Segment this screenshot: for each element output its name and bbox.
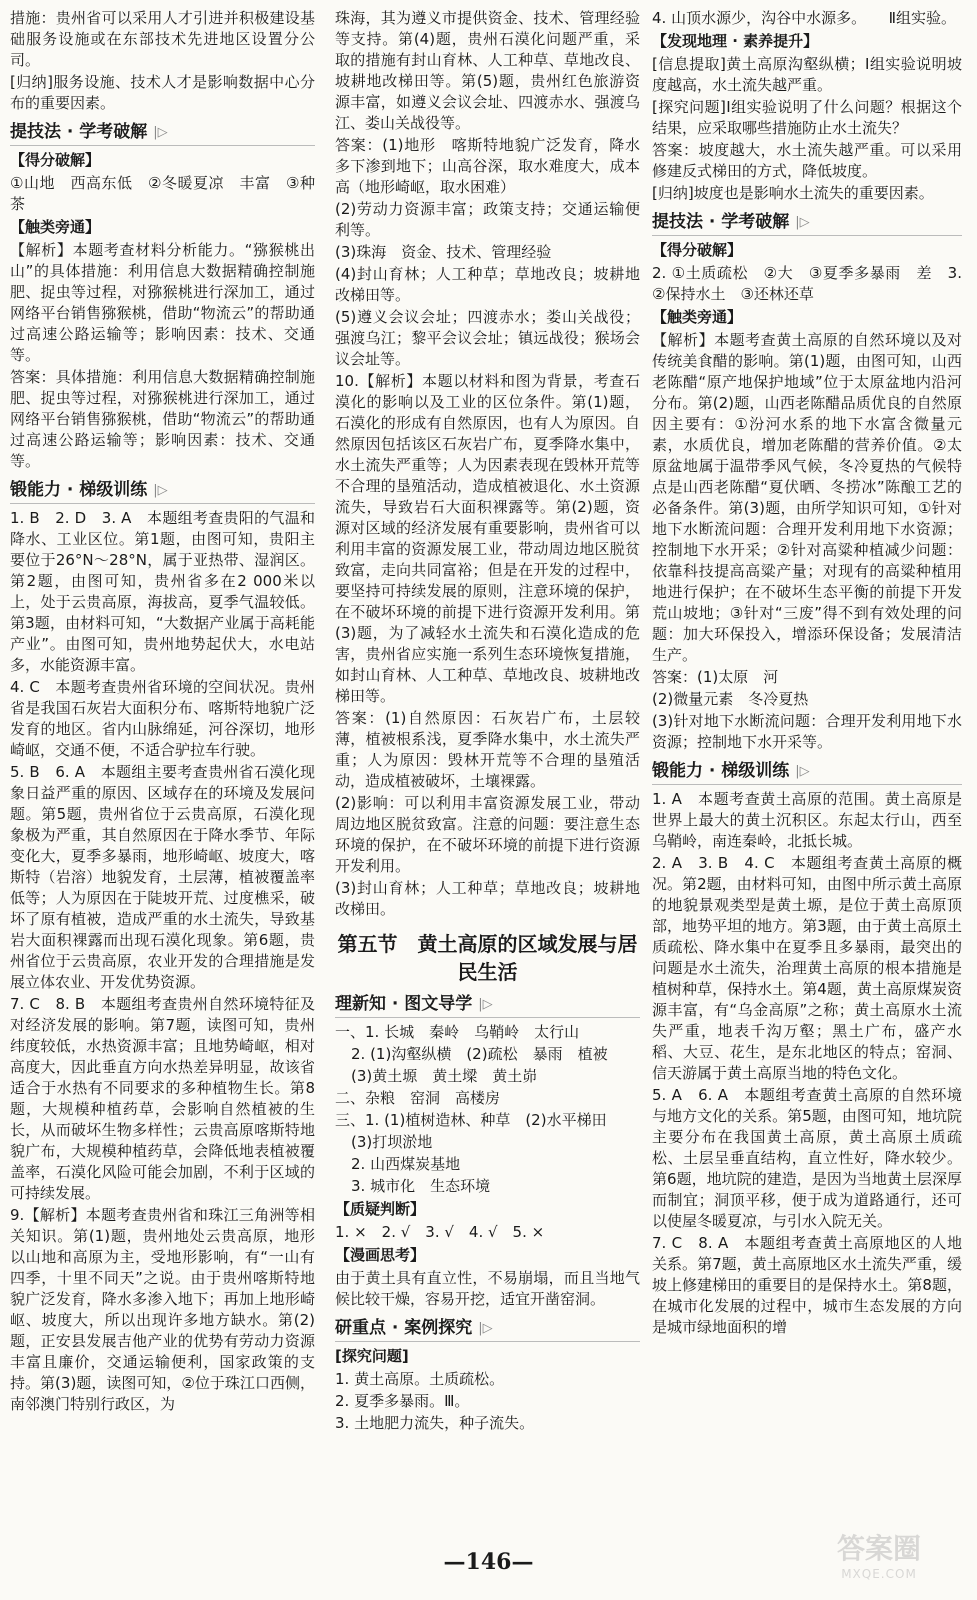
paragraph: 9.【解析】本题考查贵州省和珠江三角洲等相关知识。第(1)题，贵州地处云贵高原，地形以山地和高原为主，受地形影响，有“一山有四季，十里不同天”之说。由于贵州喀斯特地貌广泛发育，降水多渗入地下；再加上地形崎岖、坡度大，所以出现许多地方缺水。第(2)题，正安县发展吉他产业的优势有劳动力资源丰富且廉价，交通运输便利，国家政策的支持。第(3)题，读图可知，②位于珠江口西侧，南邻澳门特别行政区，为 [10, 1206, 315, 1413]
paragraph: (5)遵义会议会址；四渡赤水；娄山关战役；强渡乌江；黎平会议会址；镇远战役；猴场会议会址等。 [335, 308, 640, 368]
arrow-icon: |▷ [478, 997, 493, 1012]
paragraph: [归纳]服务设施、技术人才是影响数据中心分布的重要因素。 [10, 73, 315, 112]
paragraph: [归纳]坡度也是影响水土流失的重要因素。 [652, 184, 934, 202]
paragraph: (4)封山育林；人工种草；草地改良；坡耕地改梯田等。 [335, 265, 640, 304]
page-number: —146— [443, 1549, 534, 1575]
subsection-tag: 【发现地理 · 素养提升】 [652, 32, 819, 50]
paragraph: 2. ①土质疏松 ②大 ③夏季多暴雨 差 3. ②保持水土 ③还林还草 [652, 264, 962, 303]
subsection-tag: 【质疑判断】 [335, 1200, 426, 1218]
paragraph: (2)影响：可以利用丰富资源发展工业，带动周边地区脱贫致富。注意的问题：要注意生态环境的保护，在不破坏环境的前提下进行资源开发利用。 [335, 794, 640, 875]
arrow-icon: |▷ [153, 125, 168, 140]
column-middle [335, 8, 640, 1435]
column-left [10, 8, 315, 1416]
paragraph: 1. × 2. √ 3. √ 4. √ 5. × [335, 1223, 545, 1241]
paragraph: (3)打坝淤地 [351, 1133, 433, 1151]
paragraph: 7. C 8. B 本题组考查贵州自然环境特征及对经济发展的影响。第7题，读图可知，贵州纬度较低，水热资源丰富；且地势崎岖，相对高度大，因此垂直方向水热差异明显，故该省适合于水热有不同要求的多种植物生长。第8题，大规模种植药草，会影响自然植被的生长，从而破坏生物多样性；云贵高原喀斯特地貌广布，大规模种植药草，会降低地表植被覆盖率，石漠化风险可能会加剧，不利于区域的可持续发展。 [10, 995, 315, 1202]
paragraph: 答案：(1)自然原因：石灰岩广布，土层较薄，植被根系浅，夏季降水集中，水土流失严重；人为原因：毁林开荒等不合理的垦殖活动，造成植被破坏，土壤裸露。 [335, 709, 640, 790]
watermark-logo [799, 1532, 959, 1590]
paragraph: ①山地 西高东低 ②冬暖夏凉 丰富 ③种茶 [10, 174, 315, 213]
subsection-tag: 【得分破解】 [10, 151, 101, 169]
paragraph: 2. 山西煤炭基地 [351, 1155, 461, 1173]
paragraph: [信息提取]黄土高原沟壑纵横；Ⅰ组实验说明坡度越高，水土流失越严重。 [652, 55, 962, 94]
paragraph: 3. 城市化 生态环境 [351, 1177, 491, 1195]
section-heading-text: 研重点 · 案例探究 [335, 1318, 473, 1338]
section-heading [335, 1318, 640, 1342]
paragraph: 1. B 2. D 3. A 本题组考查贵阳的气温和降水、工业区位。第1题，由图可知，贵阳主要位于26°N～28°N，属于亚热带、湿润区。第2题，由图可知，贵州省多在2 000米以上，处于云贵高原，海拔高，夏季气温较低。第3题，由材料可知，“大数据产业属于高耗能产业”。由图可知，贵州地势起伏大，水电站多，水能资源丰富。 [10, 509, 315, 674]
paragraph: 答案：(1)地形 喀斯特地貌广泛发育，降水多下渗到地下；山高谷深，取水难度大，成本高（地形崎岖，取水困难） [335, 136, 640, 196]
paragraph: (3)珠海 资金、技术、管理经验 [335, 243, 552, 261]
paragraph: 三、1. (1)植树造林、种草 (2)水平梯田 [335, 1111, 607, 1129]
column-right [652, 8, 962, 1339]
paragraph: 珠海，其为遵义市提供资金、技术、管理经验等支持。第(4)题，贵州石漠化问题严重，采取的措施有封山育林、人工种草、草地改良、坡耕地改梯田等。第(5)题，贵州红色旅游资源丰富，如遵义会议会址、四渡赤水、强渡乌江、娄山关战役等。 [335, 9, 640, 132]
paragraph: (2)微量元素 冬冷夏热 [652, 690, 809, 708]
arrow-icon: |▷ [795, 215, 810, 230]
arrow-icon: |▷ [153, 483, 168, 498]
section-heading [10, 480, 315, 504]
watermark-text: 答案圈 [836, 1532, 921, 1565]
subsection-tag: 【触类旁通】 [10, 218, 101, 236]
chapter-title: 第五节 黄土高原的区域发展与居民生活 [337, 932, 638, 984]
paragraph: 2. A 3. B 4. C 本题组考查黄土高原的概况。第2题，由材料可知，由图中所示黄土高原的地貌景观类型是黄土塬，是位于黄土高原顶部，地势平坦的地方。第3题，由于黄土高原土质疏松、降水集中在夏季且多暴雨，最突出的问题是水土流失，治理黄土高原的根本措施是植树种草，保持水土。第4题，黄土高原煤炭资源丰富，有“乌金高原”之称；黄土高原水土流失严重，地表千沟万壑；黑土广布，盛产水稻、大豆、花生，是东北地区的特点；窑洞、信天游属于黄土高原当地的特色文化。 [652, 854, 962, 1082]
section-heading-text: 提技法 · 学考破解 [10, 122, 148, 142]
paragraph: 1. A 本题考查黄土高原的范围。黄土高原是世界上最大的黄土沉积区。东起太行山，西至乌鞘岭，南连秦岭，北抵长城。 [652, 790, 962, 850]
paragraph: 5. B 6. A 本题组主要考查贵州省石漠化现象日益严重的原因、区域存在的环境及发展问题。第5题，贵州省位于云贵高原，石漠化现象极为严重，其自然原因在于降水季节、年际变化大，夏季多暴雨，地形崎岖、坡度大，喀斯特（岩溶）地貌发育，土层薄，植被覆盖率低等；人为原因在于陡坡开荒、过度樵采，破坏了原有植被，造成严重的水土流失，导致基岩大面积裸露而出现石漠化现象。第6题，贵州省位于云贵高原，农业开发的合理措施是发展立体农业、开发优势资源。 [10, 763, 315, 991]
paragraph: 1. 黄土高原。土质疏松。 [335, 1370, 505, 1388]
paragraph: (3)黄土塬 黄土墚 黄土峁 [351, 1067, 538, 1085]
section-heading-text: 锻能力 · 梯级训练 [10, 480, 148, 500]
paragraph: 2. (1)沟壑纵横 (2)疏松 暴雨 植被 [351, 1045, 608, 1063]
paragraph: 一、1. 长城 秦岭 乌鞘岭 太行山 [335, 1023, 580, 1041]
paragraph: 4. C 本题考查贵州省环境的空间状况。贵州省是我国石灰岩大面积分布、喀斯特地貌广泛发育的地区。省内山脉绵延，河谷深切，地形崎岖，交通不便，不适合驴拉车行驶。 [10, 678, 315, 759]
paragraph: 10.【解析】本题以材料和图为背景，考查石漠化的影响以及工业的区位条件。第(1)题，石漠化的形成有自然原因，也有人为原因。自然原因包括该区石灰岩广布，夏季降水集中，水土流失严重等；人为因素表现在毁林开荒等不合理的垦殖活动，造成植被退化、水土资源流失，导致岩石大面积裸露等。第(2)题，资源对区域的经济发展有重要影响，贵州省可以利用丰富的资源发展工业，带动周边地区脱贫致富，走向共同富裕；但是在开发的过程中，要坚持可持续发展的原则，注意环境的保护，在不破坏环境的前提下进行资源开发利用。第(3)题，为了减轻水土流失和石漠化造成的危害，贵州省应实施一系列生态环境恢复措施，如封山育林、人工种草、草地改良、坡耕地改梯田等。 [335, 372, 640, 705]
watermark-url: MXQE.COM [841, 1567, 917, 1581]
paragraph: 答案：(1)太原 河 [652, 668, 779, 686]
section-heading [335, 994, 640, 1018]
subsection-tag: 【得分破解】 [652, 241, 743, 259]
section-heading [652, 761, 962, 785]
arrow-icon: |▷ [795, 764, 810, 779]
section-heading-text: 理新知 · 图文导学 [335, 994, 473, 1014]
paragraph: 7. C 8. A 本题组考查黄土高原地区的人地关系。第7题，黄土高原地区水土流失严重，缓坡上修建梯田的重要目的是保持水土。第8题，在城市化发展的过程中，城市生态发展的方向是城市绿地面积的增 [652, 1234, 962, 1336]
section-heading [652, 212, 962, 236]
paragraph: 答案：具体措施：利用信息大数据精确控制施肥、捉虫等过程，对猕猴桃进行深加工，通过网络平台销售猕猴桃，借助“物流云”的帮助通过高速公路运输等；影响因素：技术、交通等。 [10, 368, 315, 470]
subsection-tag: 【漫画思考】 [335, 1246, 426, 1264]
paragraph: 答案：坡度越大，水土流失越严重。可以采用修建反式梯田的方式，降低坡度。 [652, 141, 962, 180]
paragraph: 2. 夏季多暴雨。Ⅲ。 [335, 1392, 470, 1410]
section-heading-text: 提技法 · 学考破解 [652, 212, 790, 232]
subsection-tag: [探究问题] [335, 1347, 409, 1365]
paragraph: 由于黄土具有直立性，不易崩塌，而且当地气候比较干燥，容易开挖，适宜开凿窑洞。 [335, 1269, 640, 1308]
paragraph: 3. 土地肥力流失，种子流失。 [335, 1414, 535, 1432]
paragraph: 5. A 6. A 本题组考查黄土高原的自然环境与地方文化的关系。第5题，由图可知，地坑院主要分布在我国黄土高原，黄土高原土质疏松、土层呈垂直结构，直立性好，降水较少。第6题，地坑院的建造，是因为当地黄土层深厚而制宜；洞顶平移，便于成为道路通行，还可以使屋冬暖夏凉，与引水入院无关。 [652, 1086, 962, 1230]
paragraph: (3)针对地下水断流问题：合理开发利用地下水资源；控制地下水开采等。 [652, 712, 962, 751]
paragraph: 【解析】本题考查材料分析能力。“猕猴桃出山”的具体措施：利用信息大数据精确控制施肥、捉虫等过程，对猕猴桃进行深加工，通过网络平台销售猕猴桃，借助“物流云”的帮助通过高速公路运输等；影响因素：技术、交通等。 [10, 241, 315, 364]
section-heading [10, 122, 315, 146]
subsection-tag: 【触类旁通】 [652, 308, 743, 326]
paragraph: (2)劳动力资源丰富；政策支持；交通运输便利等。 [335, 200, 640, 239]
paragraph: 措施：贵州省可以采用人才引进并积极建设基础服务设施或在东部技术先进地区设置分公司。 [10, 9, 315, 69]
paragraph: 【解析】本题考查黄土高原的自然环境以及对传统美食醋的影响。第(1)题，由图可知，山西老陈醋“原产地保护地域”位于太原盆地内沿河分布。第(2)题，山西老陈醋品质优良的自然原因主要有：①汾河水系的地下水富含微量元素，水质优良，增加老陈醋的营养价值。②太原盆地属于温带季风气候，冬冷夏热的气候特点是山西老陈醋“夏伏晒、冬捞冰”陈酿工艺的必备条件。第(3)题，由所学知识可知，①针对地下水断流问题：合理开发利用地下水资源；控制地下水开采；②针对高粱种植减少问题：依靠科技提高高粱产量；对现有的高粱种植用地进行保护；在不破坏生态平衡的前提下开发荒山坡地；③针对“三废”得不到有效处理的问题：加大环保投入，增添环保设备；发展清洁生产。 [652, 331, 962, 664]
paragraph: (3)封山育林；人工种草；草地改良；坡耕地改梯田。 [335, 879, 640, 918]
paragraph: 二、杂粮 窑洞 高楼房 [335, 1089, 501, 1107]
paragraph: 4. 山顶水源少，沟谷中水源多。 Ⅱ组实验。 [652, 9, 956, 27]
paragraph: [探究问题]Ⅰ组实验说明了什么问题？根据这个结果，应采取哪些措施防止水土流失？ [652, 98, 962, 137]
section-heading-text: 锻能力 · 梯级训练 [652, 761, 790, 781]
arrow-icon: |▷ [478, 1321, 493, 1336]
